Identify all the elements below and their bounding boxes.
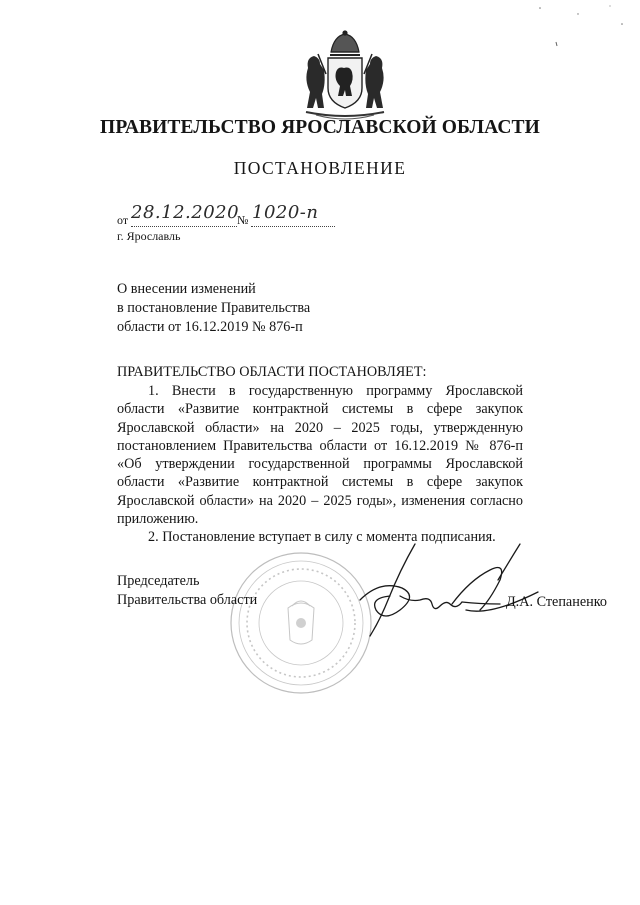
subject-line: О внесении изменений — [117, 281, 256, 297]
government-title: ПРАВИТЕЛЬСТВО ЯРОСЛАВСКОЙ ОБЛАСТИ — [100, 117, 540, 138]
coat-of-arms-emblem — [296, 28, 394, 120]
city: г. Ярославль — [117, 229, 181, 243]
date-underline — [131, 226, 237, 228]
handwritten-date: 28.12.2020 — [131, 202, 240, 223]
document-type: ПОСТАНОВЛЕНИЕ — [233, 158, 407, 178]
decree-item: 2. Постановление вступает в силу с момента подписания. — [148, 529, 496, 546]
decree-item: 1. Внести в государственную программу Ярославской области «Развитие контрактной системы в сфере закупок Ярославской области» на 2020 – 2025 годы, утвержденную постановлением Правительства области от 16.12.2019 № 876-п «Об утверждении государственной программы Ярославской области «Развитие контрактной системы в сфере закупок Ярославской области» на 2020 – 2025 годы», изменения согласно приложению. — [117, 383, 523, 528]
decree-heading: ПРАВИТЕЛЬСТВО ОБЛАСТИ ПОСТАНОВЛЯЕТ: — [117, 364, 427, 380]
signer-name: Д.А. Степаненко — [506, 594, 607, 610]
number-underline — [251, 226, 335, 228]
signer-position — [117, 572, 257, 610]
signer-position-line: Председатель — [117, 573, 200, 589]
scan-specks — [520, 0, 640, 60]
subject-line: в постановление Правительства — [117, 300, 311, 316]
date-number-line — [117, 202, 377, 228]
signer-position-line: Правительства области — [117, 592, 258, 608]
subject-block — [117, 280, 310, 337]
handwritten-number: 1020-п — [252, 202, 319, 223]
decree-body — [117, 382, 523, 547]
number-label: № — [237, 213, 249, 227]
subject-line: области от 16.12.2019 № 876-п — [117, 319, 303, 335]
from-label: от — [117, 213, 129, 227]
